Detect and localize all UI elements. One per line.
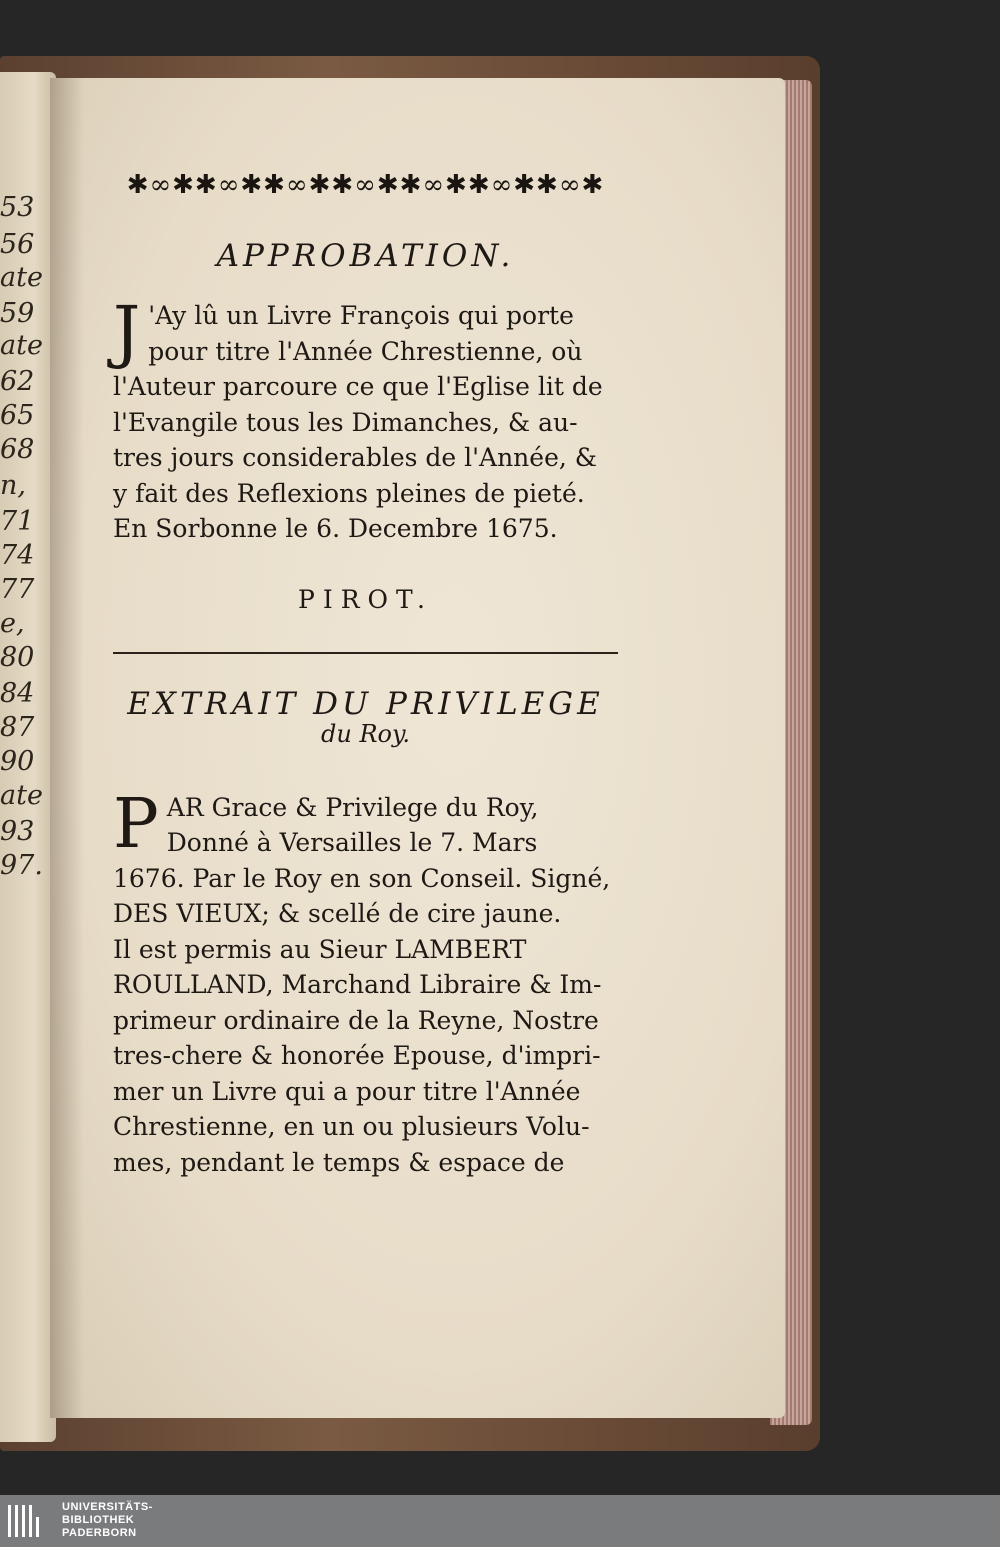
approbation-text bbox=[113, 293, 618, 547]
approbation-dropcap: J bbox=[113, 293, 141, 372]
left-fragment: 65 bbox=[0, 400, 35, 431]
ornamental-border: ✱∞✱✱∞✱✱∞✱✱∞✱✱∞✱✱∞✱✱∞✱ bbox=[126, 170, 605, 200]
left-fragment: ate bbox=[0, 330, 43, 361]
privilege-line: Il est permis au Sieur LAMBERT bbox=[113, 934, 527, 964]
left-fragment: 80 bbox=[0, 642, 35, 673]
left-fragment: 97. bbox=[0, 850, 43, 881]
approbation-heading: APPROBATION. bbox=[216, 238, 515, 274]
left-fragment: 68 bbox=[0, 434, 35, 465]
approbation-line: l'Auteur parcoure ce que l'Eglise lit de bbox=[113, 372, 603, 401]
page-text bbox=[113, 170, 618, 1180]
left-fragment: 84 bbox=[0, 678, 35, 709]
privilege-subtitle: du Roy. bbox=[321, 719, 410, 748]
left-fragment: 53 bbox=[0, 192, 35, 223]
approbation-line: y fait des Reflexions pleines de pieté. bbox=[113, 478, 585, 508]
approbation-line: 'Ay lû un Livre François qui porte bbox=[148, 301, 574, 330]
approbation-line: tres jours considerables de l'Année, & bbox=[113, 443, 598, 472]
privilege-line: DES VIEUX; & scellé de cire jaune. bbox=[113, 899, 562, 928]
left-fragment: 62 bbox=[0, 366, 35, 397]
privilege-line: ROULLAND, Marchand Libraire & Im- bbox=[113, 970, 602, 999]
left-fragment: ate bbox=[0, 262, 43, 293]
privilege-dropcap: P bbox=[113, 784, 159, 864]
left-fragment: 74 bbox=[0, 540, 35, 571]
approbation-line: l'Evangile tous les Dimanches, & au- bbox=[113, 407, 578, 437]
left-fragment: 87 bbox=[0, 712, 35, 743]
library-name-line: UNIVERSITÄTS- bbox=[62, 1501, 153, 1513]
left-fragment: 90 bbox=[0, 746, 35, 777]
left-fragment: n, bbox=[0, 470, 26, 501]
privilege-line: mer un Livre qui a pour titre l'Année bbox=[113, 1076, 581, 1106]
approbation-signature: PIROT. bbox=[298, 584, 433, 614]
privilege-text bbox=[113, 784, 618, 1181]
library-footer bbox=[0, 1495, 1000, 1547]
privilege-title: EXTRAIT DU PRIVILEGE bbox=[127, 685, 604, 722]
left-fragment: 59 bbox=[0, 298, 35, 329]
left-fragment: 56 bbox=[0, 229, 35, 260]
privilege-line: Donné à Versailles le 7. Mars bbox=[166, 828, 538, 857]
approbation-line: En Sorbonne le 6. Decembre 1675. bbox=[113, 514, 558, 543]
privilege-line: Chrestienne, en un ou plusieurs Volu- bbox=[113, 1112, 590, 1141]
left-fragment: ate bbox=[0, 780, 43, 811]
privilege-line: mes, pendant le temps & espace de bbox=[113, 1147, 565, 1177]
privilege-line: AR Grace & Privilege du Roy, bbox=[166, 792, 539, 822]
library-logo-icon bbox=[8, 1505, 42, 1537]
left-fragment: e, bbox=[0, 608, 25, 639]
horizontal-rule bbox=[113, 652, 618, 654]
page-gutter-shadow bbox=[50, 78, 84, 1418]
left-page-fragment bbox=[0, 72, 56, 1442]
privilege-line: 1676. Par le Roy en son Conseil. Signé, bbox=[113, 863, 611, 893]
library-name-line: BIBLIOTHEK bbox=[62, 1514, 135, 1526]
left-fragment: 71 bbox=[0, 506, 35, 537]
privilege-line: primeur ordinaire de la Reyne, Nostre bbox=[113, 1005, 599, 1035]
left-fragment: 93 bbox=[0, 816, 35, 847]
privilege-line: tres-chere & honorée Epouse, d'impri- bbox=[113, 1041, 601, 1070]
library-name bbox=[62, 1501, 153, 1540]
left-fragment: 77 bbox=[0, 574, 35, 605]
library-name-line: PADERBORN bbox=[62, 1527, 137, 1539]
approbation-line: pour titre l'Année Chrestienne, où bbox=[148, 336, 583, 366]
